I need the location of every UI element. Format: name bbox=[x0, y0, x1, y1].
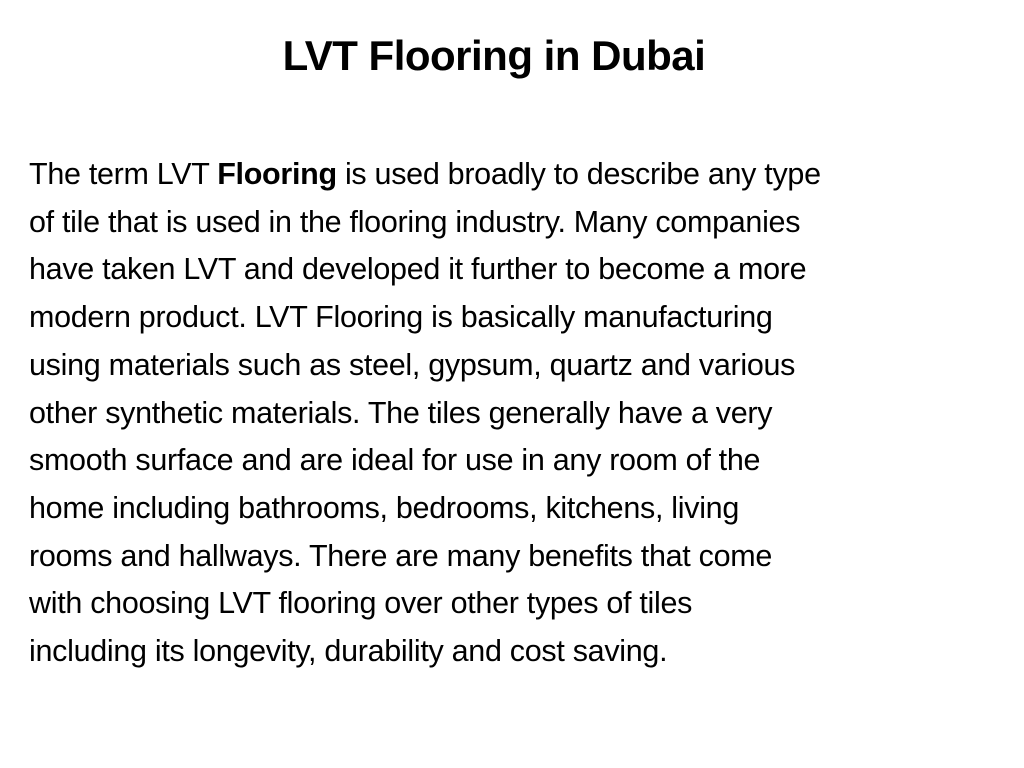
body-line: modern product. LVT Flooring is basically manufacturing bbox=[29, 300, 773, 335]
bold-keyword: Flooring bbox=[217, 157, 337, 191]
body-line: including its longevity, durability and cost saving. bbox=[29, 634, 668, 669]
body-line: rooms and hallways. There are many benefits that come bbox=[29, 538, 773, 573]
body-line: using materials such as steel, gypsum, quartz and various bbox=[29, 347, 796, 382]
body-line: smooth surface and are ideal for use in any room of the bbox=[29, 443, 761, 478]
body-text-segment: The term LVT bbox=[29, 157, 218, 191]
body-line: home including bathrooms, bedrooms, kitchens, living bbox=[29, 490, 739, 525]
body-text bbox=[29, 151, 1004, 676]
body-line: other synthetic materials. The tiles generally have a very bbox=[29, 395, 773, 430]
body-line bbox=[29, 151, 1004, 199]
body-line: have taken LVT and developed it further to become a more bbox=[29, 252, 807, 287]
body-text-segment: is used broadly to describe any type bbox=[336, 157, 821, 191]
body-line: of tile that is used in the flooring industry. Many companies bbox=[29, 204, 801, 239]
slide-title: LVT Flooring in Dubai bbox=[282, 32, 706, 79]
body-line: with choosing LVT flooring over other types of tiles bbox=[29, 586, 693, 621]
